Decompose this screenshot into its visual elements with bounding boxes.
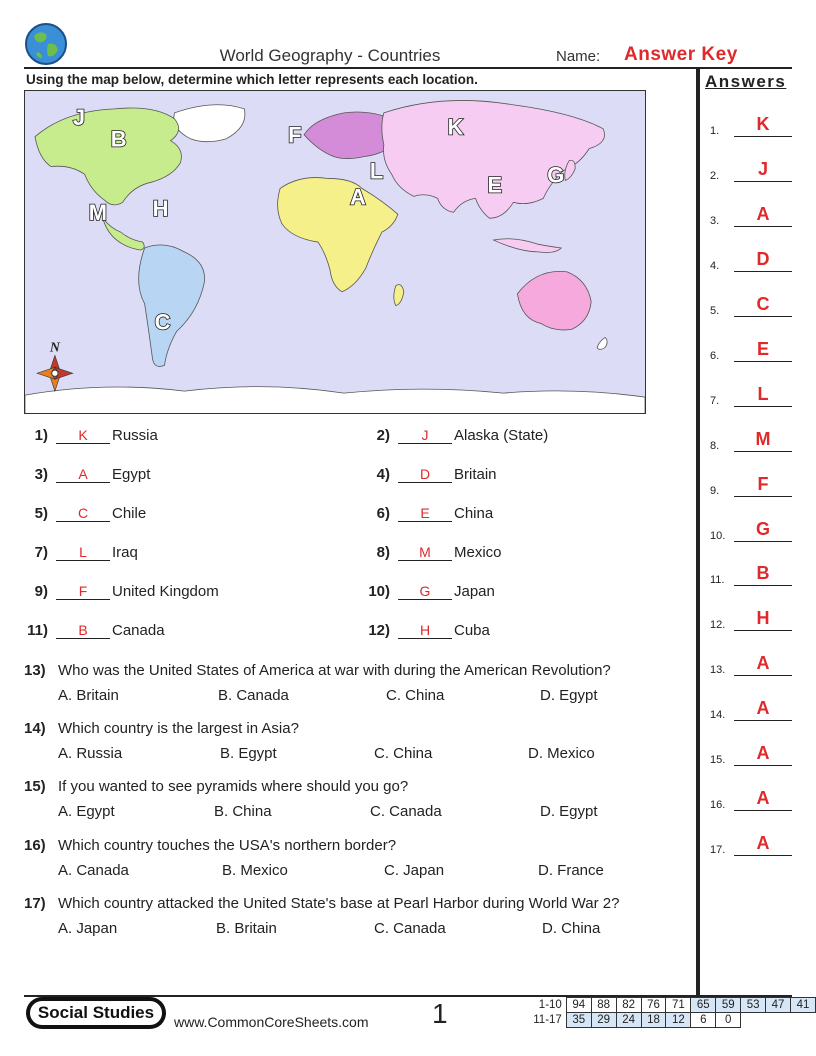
option-c: C. China <box>374 745 433 762</box>
option-b: B. Britain <box>216 920 277 937</box>
answer-15: 15. A <box>706 746 796 766</box>
map-letter-e: E <box>487 172 503 198</box>
answer-key-label: Answer Key <box>624 44 738 65</box>
match-item-9: 9) F United Kingdom <box>34 583 219 600</box>
option-c: C. Japan <box>384 862 445 879</box>
map-letter-g: G <box>547 162 565 188</box>
page-number: 1 <box>432 998 448 1029</box>
compass-rose-icon <box>37 355 73 391</box>
option-d: D. Egypt <box>540 687 598 704</box>
answer-4: 4. D <box>706 252 796 272</box>
website-link[interactable]: www.CommonCoreSheets.com <box>174 1014 369 1030</box>
answer-8: 8. M <box>706 432 796 452</box>
option-a: A. Egypt <box>58 803 115 820</box>
map-letter-c: C <box>154 309 171 335</box>
answers-column-divider <box>696 67 700 995</box>
score-row-1-10: 1-10 94 88 82 76 71 65 59 53 47 41 <box>530 998 816 1013</box>
answer-17: 17. A <box>706 836 796 856</box>
world-map <box>24 90 646 414</box>
option-b: B. Mexico <box>222 862 288 879</box>
match-item-12: 12) H Cuba <box>368 622 490 639</box>
map-letter-f: F <box>288 122 302 148</box>
match-item-11: 11) B Canada <box>27 622 165 639</box>
answer-11: 11. B <box>706 566 796 586</box>
option-a: A. Japan <box>58 920 118 937</box>
match-item-1: 1) K Russia <box>34 427 158 444</box>
page-title: World Geography - Countries <box>219 46 441 65</box>
option-b: B. China <box>214 803 272 820</box>
match-item-10: 10) G Japan <box>368 583 495 600</box>
top-divider <box>24 67 792 69</box>
map-letter-h: H <box>152 196 169 222</box>
answer-12: 12. H <box>706 611 796 631</box>
option-d: D. Mexico <box>528 745 595 762</box>
match-item-3: 3) A Egypt <box>34 466 151 483</box>
answer-3: 3. A <box>706 207 796 227</box>
match-item-2: 2) J Alaska (State) <box>376 427 549 444</box>
answer-1: 1. K <box>706 117 796 137</box>
option-a: A. Canada <box>58 862 129 879</box>
compass-n-label: N <box>49 340 60 356</box>
option-a: A. Britain <box>58 687 119 704</box>
option-b: B. Canada <box>218 687 289 704</box>
name-label: Name: <box>556 48 601 65</box>
answer-16: 16. A <box>706 791 796 811</box>
answers-heading: Answers <box>705 72 787 91</box>
answer-10: 10. G <box>706 522 796 542</box>
option-a: A. Russia <box>58 745 123 762</box>
option-b: B. Egypt <box>220 745 277 762</box>
match-item-8: 8) M Mexico <box>376 544 502 561</box>
answer-5: 5. C <box>706 297 796 317</box>
instructions: Using the map below, determine which letter represents each location. <box>26 72 478 87</box>
map-letter-b: B <box>110 126 127 152</box>
match-item-4: 4) D Britain <box>376 466 497 483</box>
option-c: C. Canada <box>374 920 446 937</box>
option-d: D. China <box>542 920 601 937</box>
match-item-5: 5) C Chile <box>34 505 147 522</box>
map-letter-a: A <box>349 184 366 210</box>
score-table <box>530 997 816 1028</box>
option-c: C. China <box>386 687 445 704</box>
map-letter-k: K <box>447 114 464 140</box>
match-item-6: 6) E China <box>376 505 494 522</box>
map-letter-j: J <box>72 104 86 130</box>
map-letter-l: L <box>369 158 384 184</box>
option-d: D. France <box>538 862 604 879</box>
option-d: D. Egypt <box>540 803 598 820</box>
map-letter-m: M <box>88 200 108 226</box>
answer-13: 13. A <box>706 656 796 676</box>
subject-badge: Social Studies <box>26 997 166 1029</box>
answer-9: 9. F <box>706 477 796 497</box>
score-row-11-17: 11-17 35 29 24 18 12 6 0 <box>530 1013 816 1028</box>
answer-14: 14. A <box>706 701 796 721</box>
answer-7: 7. L <box>706 387 796 407</box>
answer-6: 6. E <box>706 342 796 362</box>
answer-2: 2. J <box>706 162 796 182</box>
match-item-7: 7) L Iraq <box>34 544 138 561</box>
option-c: C. Canada <box>370 803 442 820</box>
